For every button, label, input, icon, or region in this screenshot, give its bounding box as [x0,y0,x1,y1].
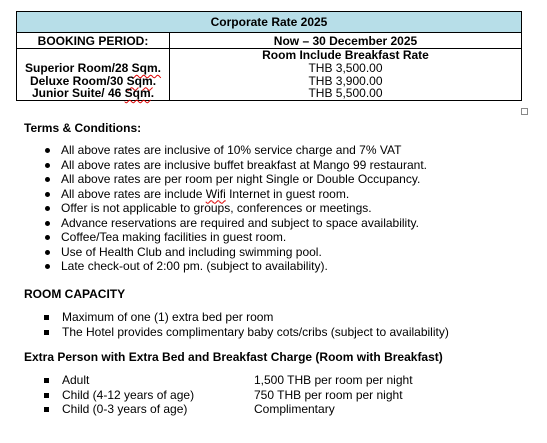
list-item-wifi: All above rates are include Wifi Internet in guest room. [44,187,427,202]
list-item: Coffee/Tea making facilities in guest room. [44,230,427,245]
room-names-cell [17,49,170,101]
extra-person-charge: 1,500 THB per room per night [254,373,413,387]
list-item: All above rates are inclusive of 10% service charge and 7% VAT [44,143,427,158]
extra-person-row [42,402,413,417]
room-prices-cell [170,49,522,101]
table-header-row [17,12,522,33]
extra-person-title: Extra Person with Extra Bed and Breakfast Charge (Room with Breakfast) [24,350,443,364]
room-name-junior-suite: Junior Suite/ 46 Sqm. [31,86,155,100]
list-item: Use of Health Club and including swimming pool. [44,245,427,260]
room-rates-row [17,49,522,101]
price-superior: THB 3,500.00 [308,61,383,75]
extra-person-row [42,373,413,388]
list-item: Offer is not applicable to groups, conferences or meetings. [44,201,427,216]
table-resize-handle[interactable] [521,108,528,115]
price-junior-suite: THB 5,500.00 [308,86,383,100]
list-item: All above rates are inclusive buffet breakfast at Mango 99 restaurant. [44,158,427,173]
room-name-superior: Superior Room/28 Sqm. [24,61,162,75]
list-item: Maximum of one (1) extra bed per room [42,310,449,325]
extra-person-charge: 750 THB per room per night [254,387,403,402]
extra-person-row [42,388,413,403]
list-item: The Hotel provides complimentary baby cots/cribs (subject to availability) [42,325,449,340]
capacity-list [42,310,449,339]
booking-period-value: Now – 30 December 2025 [170,33,522,49]
booking-period-row [17,33,522,49]
list-item: Advance reservations are required and subject to space availability. [44,216,427,231]
booking-period-label: BOOKING PERIOD: [17,33,170,49]
extra-person-label: Adult [62,373,90,387]
extra-person-charge: Complimentary [254,402,335,416]
price-deluxe: THB 3,900.00 [308,73,383,88]
table-title: Corporate Rate 2025 [17,12,522,33]
terms-list [44,143,427,274]
room-capacity-title: ROOM CAPACITY [24,287,126,301]
extra-person-label: Child (0-3 years of age) [62,402,188,416]
list-item: Late check-out of 2:00 pm. (subject to availability). [44,259,427,274]
rate-header: Room Include Breakfast Rate [262,48,429,62]
extra-person-list [42,373,413,417]
terms-title: Terms & Conditions: [24,121,142,135]
extra-person-label: Child (4-12 years of age) [62,387,195,402]
list-item: All above rates are per room per night Single or Double Occupancy. [44,172,427,187]
room-name-deluxe: Deluxe Room/30 Sqm. [29,73,157,88]
corporate-rate-table [16,11,522,101]
